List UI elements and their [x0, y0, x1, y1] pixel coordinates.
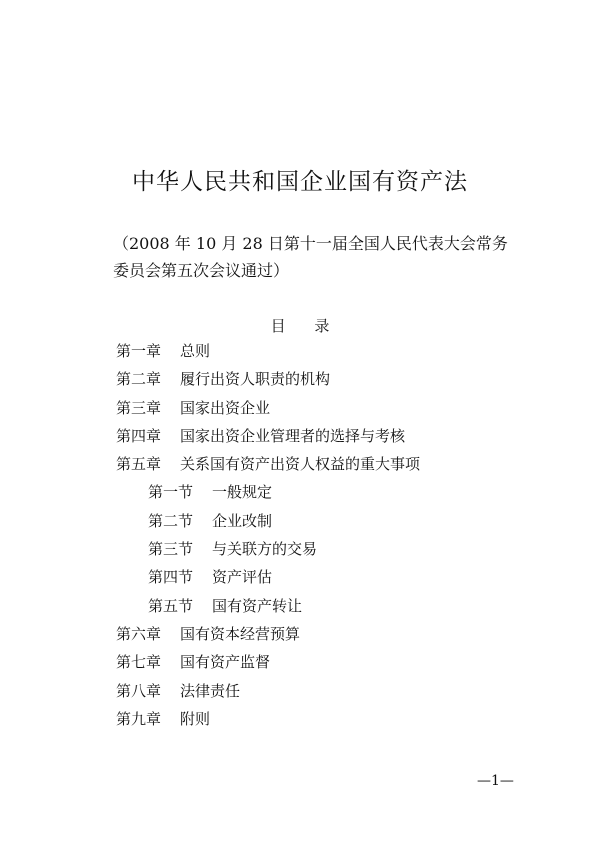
toc-chapter-item — [116, 341, 420, 369]
toc-item-title: 与关联方的交易 — [212, 540, 318, 559]
page-number: —1— — [477, 773, 514, 789]
toc-chapter-item — [116, 426, 420, 454]
toc-item-number: 第九章 — [116, 709, 162, 728]
toc-item-title: 国有资本经营预算 — [180, 624, 301, 643]
toc-item-number: 第一节 — [148, 483, 194, 502]
toc-section-item — [116, 567, 420, 595]
toc-item-title: 关系国有资产出资人权益的重大事项 — [180, 455, 421, 474]
toc-item-number: 第五节 — [148, 596, 194, 615]
toc-item-title: 履行出资人职责的机构 — [180, 370, 331, 389]
toc-item-number: 第五章 — [116, 455, 162, 474]
toc-chapter-item — [116, 454, 420, 482]
toc-item-title: 国家出资企业 — [180, 398, 271, 417]
toc-item-number: 第四节 — [148, 568, 194, 587]
document-title: 中华人民共和国企业国有资产法 — [132, 169, 468, 195]
toc-chapter-item — [116, 398, 420, 426]
toc-item-number: 第一章 — [116, 342, 162, 360]
toc-item-number: 第八章 — [116, 681, 162, 700]
toc-item-title: 附则 — [180, 709, 211, 728]
toc-item-number: 第三节 — [148, 540, 194, 559]
toc-item-title: 国有资产转让 — [212, 596, 303, 615]
toc-heading: 目 录 — [270, 317, 330, 335]
table-of-contents — [116, 341, 420, 737]
toc-chapter-item — [116, 369, 420, 397]
toc-item-title: 企业改制 — [212, 511, 273, 530]
toc-item-number: 第三章 — [116, 398, 162, 417]
toc-chapter-item — [116, 709, 420, 737]
toc-section-item — [116, 511, 420, 539]
toc-item-number: 第二节 — [148, 511, 194, 530]
toc-item-title: 总则 — [180, 342, 211, 360]
toc-item-title: 资产评估 — [212, 568, 273, 587]
toc-item-number: 第六章 — [116, 624, 162, 643]
toc-item-title: 法律责任 — [180, 681, 241, 700]
toc-item-title: 一般规定 — [212, 483, 273, 502]
subtitle-line-1: （2008 年 10 月 28 日第十一届全国人民代表大会常务 — [113, 234, 508, 253]
toc-item-number: 第二章 — [116, 370, 162, 389]
toc-item-number: 第四章 — [116, 426, 162, 445]
toc-section-item — [116, 596, 420, 624]
toc-item-number: 第七章 — [116, 653, 162, 672]
toc-item-title: 国有资产监督 — [180, 653, 271, 672]
toc-section-item — [116, 482, 420, 510]
toc-section-item — [116, 539, 420, 567]
toc-chapter-item — [116, 652, 420, 680]
toc-item-title: 国家出资企业管理者的选择与考核 — [180, 426, 406, 445]
subtitle-line-2: 委员会第五次会议通过） — [113, 261, 290, 280]
toc-chapter-item — [116, 624, 420, 652]
toc-chapter-item — [116, 681, 420, 709]
